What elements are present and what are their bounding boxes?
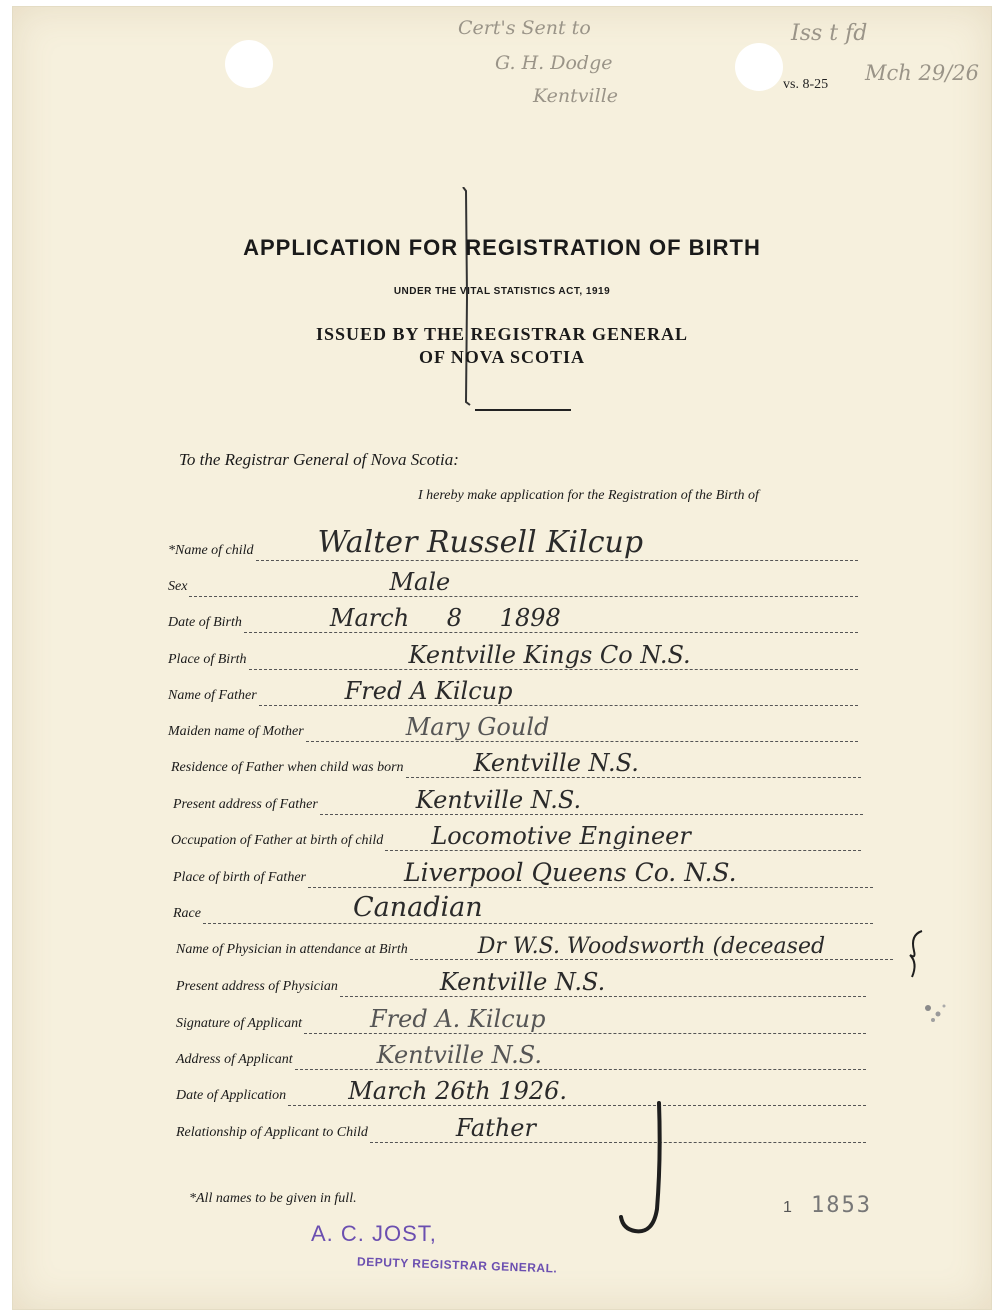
field-label: Signature of Applicant	[176, 1016, 302, 1031]
field-row	[173, 785, 863, 815]
punch-hole	[225, 40, 273, 88]
field-row	[171, 821, 861, 851]
field-value: Kentville N.S.	[439, 968, 606, 996]
field-value: Father	[455, 1114, 536, 1142]
field-row	[168, 676, 858, 706]
punch-hole	[735, 43, 783, 91]
note-recipient: G. H. Dodge	[495, 52, 613, 74]
title-rule	[475, 409, 571, 411]
field-value: March 26th 1926.	[348, 1077, 568, 1105]
field-value: Kentville N.S.	[473, 749, 639, 777]
field-label: Place of Birth	[168, 652, 247, 667]
stamp-registrar-name: A. C. JOST,	[311, 1221, 437, 1246]
field-label: Date of Application	[176, 1088, 287, 1103]
field-value: Mary Gould	[405, 713, 550, 741]
form-number: vs. 8-25	[783, 77, 829, 92]
field-value: Locomotive Engineer	[431, 822, 691, 850]
issuer-line-2: OF NOVA SCOTIA	[418, 347, 586, 367]
field-value: Dr W.S. Woodsworth (deceased	[477, 934, 826, 959]
field-label: Maiden name of Mother	[168, 724, 304, 739]
note-town: Kentville	[533, 85, 619, 107]
field-label: Name of Physician in attendance at Birth	[176, 942, 408, 957]
field-label: Relationship of Applicant to Child	[176, 1125, 368, 1140]
field-value: Fred A. Kilcup	[370, 1005, 546, 1033]
field-label: Sex	[168, 579, 188, 594]
pen-hook-mark	[615, 1099, 675, 1239]
form-title: APPLICATION FOR REGISTRATION OF BIRTH	[243, 235, 761, 260]
field-label: Race	[173, 906, 201, 921]
field-value: Kentville N.S.	[415, 786, 582, 814]
field-row	[176, 1076, 866, 1106]
note-issued: Iss t fd	[791, 21, 868, 46]
field-row	[176, 1113, 866, 1143]
field-value: Walter Russell Kilcup	[317, 525, 644, 560]
field-row	[171, 748, 861, 778]
ink-smudge	[918, 992, 958, 1032]
field-label: Present address of Father	[173, 797, 318, 812]
form-subtitle: UNDER THE VITAL STATISTICS ACT, 1919	[393, 286, 611, 297]
field-label: Address of Applicant	[176, 1052, 293, 1067]
field-label: Name of Father	[168, 688, 257, 703]
bracket-mark	[906, 929, 926, 979]
field-row	[176, 930, 893, 960]
field-label: Occupation of Father at birth of child	[171, 833, 384, 848]
pencil-stroke	[461, 187, 471, 407]
document-page	[12, 6, 992, 1310]
field-value: Male	[389, 568, 451, 596]
field-row	[173, 894, 873, 924]
issuer	[13, 323, 991, 369]
field-label: Present address of Physician	[176, 979, 338, 994]
note-certs-sent: Cert's Sent to	[458, 17, 591, 39]
field-value: Canadian	[352, 892, 483, 923]
field-value: Kentville Kings Co N.S.	[408, 641, 691, 669]
field-row	[168, 567, 858, 597]
tick-mark: 1	[783, 1199, 792, 1216]
stamp-registrar-title: DEPUTY REGISTRAR GENERAL.	[356, 1254, 558, 1276]
field-row	[176, 1004, 866, 1034]
field-label: Residence of Father when child was born	[171, 760, 404, 775]
field-value: Liverpool Queens Co. N.S.	[403, 858, 737, 887]
intro-text: I hereby make application for the Registration of the Birth of	[418, 488, 759, 503]
field-value: March 8 1898	[329, 604, 561, 632]
salutation: To the Registrar General of Nova Scotia:	[179, 450, 459, 469]
field-label: *Name of child	[168, 543, 254, 558]
field-row	[168, 712, 858, 742]
footnote: *All names to be given in full.	[189, 1191, 357, 1206]
field-label: Date of Birth	[168, 615, 242, 630]
field-row	[168, 603, 858, 633]
field-label: Place of birth of Father	[173, 870, 306, 885]
field-row	[168, 640, 858, 670]
field-row	[168, 525, 858, 561]
issuer-line-1: ISSUED BY THE REGISTRAR GENERAL	[315, 324, 689, 344]
field-row	[173, 858, 873, 888]
field-row	[176, 967, 866, 997]
field-row	[176, 1040, 866, 1070]
field-value: Kentville N.S.	[376, 1041, 542, 1069]
field-value: Fred A Kilcup	[344, 677, 513, 705]
document-number: 1853	[811, 1193, 872, 1218]
note-issued-date: Mch 29/26	[865, 61, 979, 85]
